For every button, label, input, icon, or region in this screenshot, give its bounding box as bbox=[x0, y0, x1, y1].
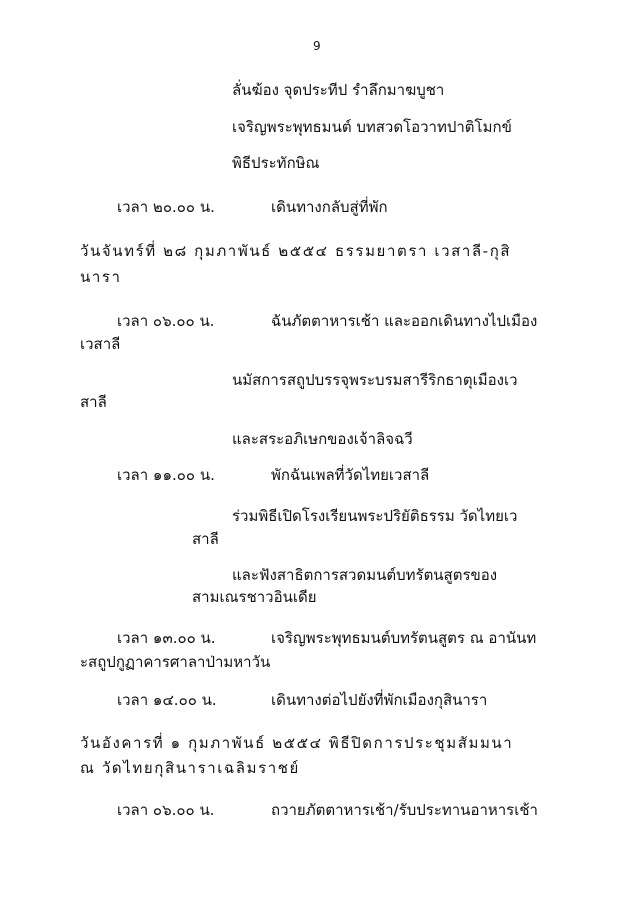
day-heading-continued: ณ วัดไทยกุสินาราเฉลิมราชย์ bbox=[80, 759, 300, 777]
activity-line-continued: สามเณรชาวอินเดีย bbox=[192, 588, 317, 606]
activity-line-continued: สาลี bbox=[80, 393, 107, 411]
schedule-time: เวลา ๒๐.๐๐ น. bbox=[117, 198, 215, 216]
activity-line: และฟังสาธิตการสวดมนต์บทรัตนสูตรของ bbox=[232, 566, 498, 584]
activity-line: ร่วมพิธีเปิดโรงเรียนพระปริยัติธรรม วัดไทยเว bbox=[232, 507, 518, 525]
activity-line: พิธีประทักษิณ bbox=[232, 154, 320, 172]
schedule-activity: เดินทางกลับสู่ที่พัก bbox=[271, 198, 388, 216]
activity-line: ลั่นฆ้อง จุดประทีป รำลึกมาฆบูชา bbox=[232, 81, 445, 99]
schedule-activity: พักฉันเพลที่วัดไทยเวสาลี bbox=[271, 466, 430, 484]
activity-line: นมัสการสถูปบรรจุพระบรมสารีริกธาตุเมืองเว bbox=[232, 371, 518, 389]
schedule-activity: ถวายภัตตาหารเช้า/รับประทานอาหารเช้า bbox=[271, 801, 538, 819]
schedule-activity: เดินทางต่อไปยังที่พักเมืองกุสินารา bbox=[271, 691, 488, 709]
activity-line: และสระอภิเษกของเจ้าลิจฉวี bbox=[232, 430, 413, 448]
schedule-time: เวลา ๐๖.๐๐ น. bbox=[117, 801, 215, 819]
day-heading-continued: นารา bbox=[80, 268, 122, 286]
schedule-activity: ฉันภัตตาหารเช้า และออกเดินทางไปเมือง bbox=[271, 312, 538, 330]
activity-line: เจริญพระพุทธมนต์ บทสวดโอวาทปาติโมกข์ bbox=[232, 118, 512, 136]
day-heading: วันอังคารที่ ๑ กุมภาพันธ์ ๒๕๕๔ พิธีปิดการประชุมสัมมนา bbox=[80, 734, 514, 752]
schedule-activity: เจริญพระพุทธมนต์บทรัตนสูตร ณ อานันท bbox=[271, 629, 537, 647]
day-heading: วันจันทร์ที่ ๒๘ กุมภาพันธ์ ๒๕๕๔ ธรรมยาตรา เวสาลี-กุสิ bbox=[80, 242, 512, 260]
schedule-activity-continued: เวสาลี bbox=[80, 335, 121, 353]
schedule-time: เวลา ๑๓.๐๐ น. bbox=[117, 629, 216, 647]
schedule-time: เวลา ๑๑.๐๐ น. bbox=[117, 466, 215, 484]
schedule-activity-continued: ะสถูปกูฏาคารศาลาป่ามหาวัน bbox=[80, 653, 271, 671]
schedule-time: เวลา ๑๔.๐๐ น. bbox=[117, 691, 217, 709]
activity-line-continued: สาลี bbox=[192, 530, 219, 548]
schedule-time: เวลา ๐๖.๐๐ น. bbox=[117, 312, 215, 330]
page-number: 9 bbox=[313, 39, 321, 53]
